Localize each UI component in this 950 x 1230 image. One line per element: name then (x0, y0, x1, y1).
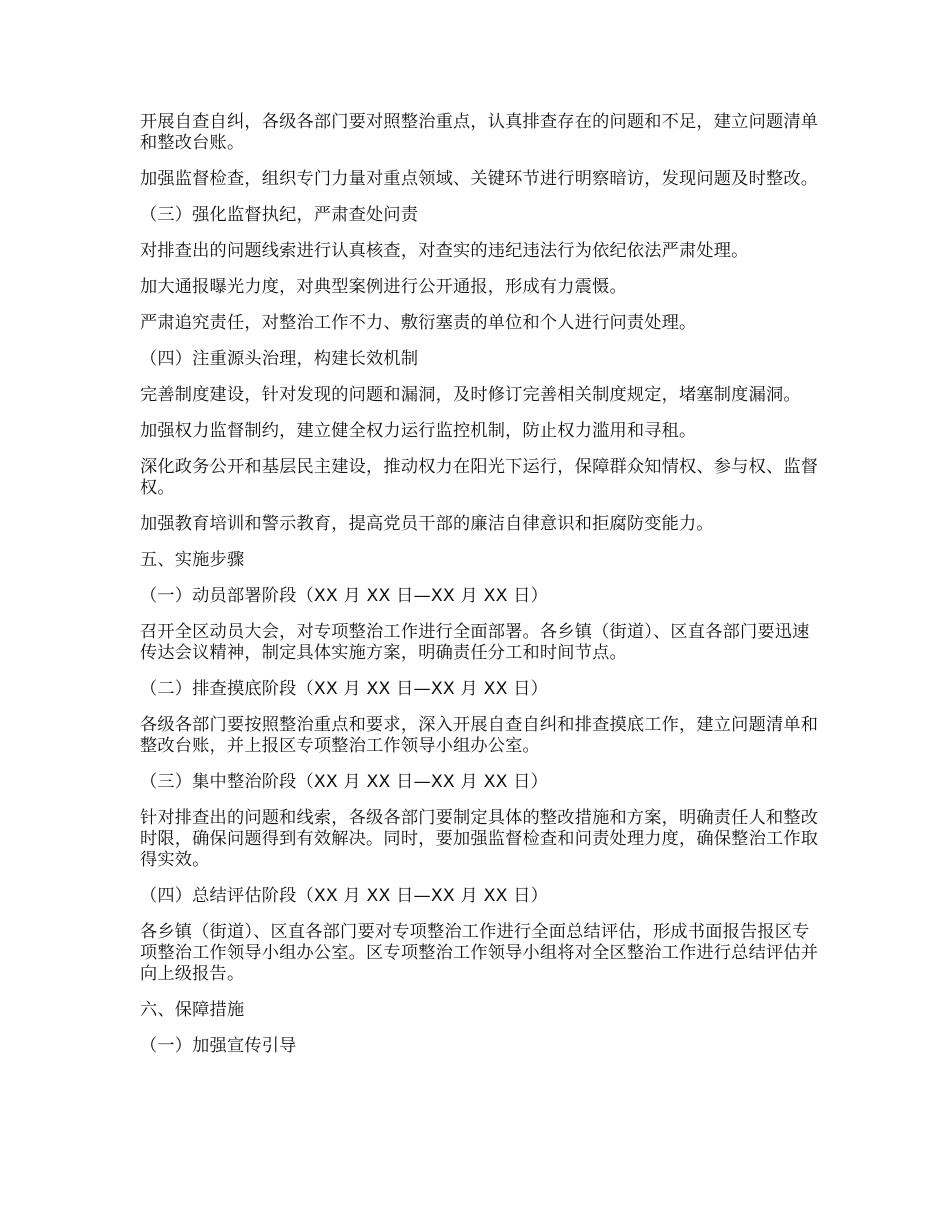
paragraph: 对排查出的问题线索进行认真核查，对查实的违纪违法行为依纪依法严肃处理。 (140, 241, 749, 261)
paragraph: 针对排查出的问题和线索，各级各部门要制定具体的整改措施和方案，明确责任人和整改时限，确保问题得到有效解决。同时，要加强监督检查和问责处理力度，确保整治工作取得实效。 (140, 808, 819, 870)
subsection-heading: （三）集中整治阶段（XX 月 XX 日—XX 月 XX 日） (140, 772, 548, 792)
paragraph: 各乡镇（街道）、区直各部门要对专项整治工作进行全面总结评估，形成书面报告报区专项整治工作领导小组办公室。区专项整治工作领导小组将对全区整治工作进行总结评估并向上级报告。 (140, 922, 819, 984)
paragraph: 深化政务公开和基层民主建设，推动权力在阳光下运行，保障群众知情权、参与权、监督权。 (140, 457, 819, 498)
paragraph: 召开全区动员大会，对专项整治工作进行全面部署。各乡镇（街道）、区直各部门要迅速传达会议精神，制定具体实施方案，明确责任分工和时间节点。 (140, 622, 810, 663)
paragraph: 加大通报曝光力度，对典型案例进行公开通报，形成有力震慑。 (140, 277, 627, 297)
paragraph: 加强监督检查，组织专门力量对重点领域、关键环节进行明察暗访，发现问题及时整改。 (140, 169, 819, 189)
paragraph: 加强权力监督制约，建立健全权力运行监控机制，防止权力滥用和寻租。 (140, 421, 697, 441)
subsection-heading: （四）注重源头治理，构建长效机制 (140, 349, 419, 369)
paragraph: 开展自查自纠，各级各部门要对照整治重点，认真排查存在的问题和不足，建立问题清单和整改台账。 (140, 112, 819, 153)
paragraph: 完善制度建设，针对发现的问题和漏洞，及时修订完善相关制度规定，堵塞制度漏洞。 (140, 385, 801, 405)
document-body (140, 112, 822, 1072)
section-heading: 六、保障措施 (140, 1000, 245, 1020)
section-heading: 五、实施步骤 (140, 550, 245, 570)
subsection-heading: （一）加强宣传引导 (140, 1036, 297, 1056)
paragraph: 加强教育培训和警示教育，提高党员干部的廉洁自律意识和拒腐防变能力。 (140, 514, 714, 534)
subsection-heading: （一）动员部署阶段（XX 月 XX 日—XX 月 XX 日） (140, 586, 548, 606)
paragraph: 各级各部门要按照整治重点和要求，深入开展自查自纠和排查摸底工作，建立问题清单和整改台账，并上报区专项整治工作领导小组办公室。 (140, 715, 819, 756)
subsection-heading: （二）排查摸底阶段（XX 月 XX 日—XX 月 XX 日） (140, 679, 548, 699)
subsection-heading: （三）强化监督执纪，严肃查处问责 (140, 205, 419, 225)
paragraph: 严肃追究责任，对整治工作不力、敷衍塞责的单位和个人进行问责处理。 (140, 313, 697, 333)
subsection-heading: （四）总结评估阶段（XX 月 XX 日—XX 月 XX 日） (140, 886, 548, 906)
